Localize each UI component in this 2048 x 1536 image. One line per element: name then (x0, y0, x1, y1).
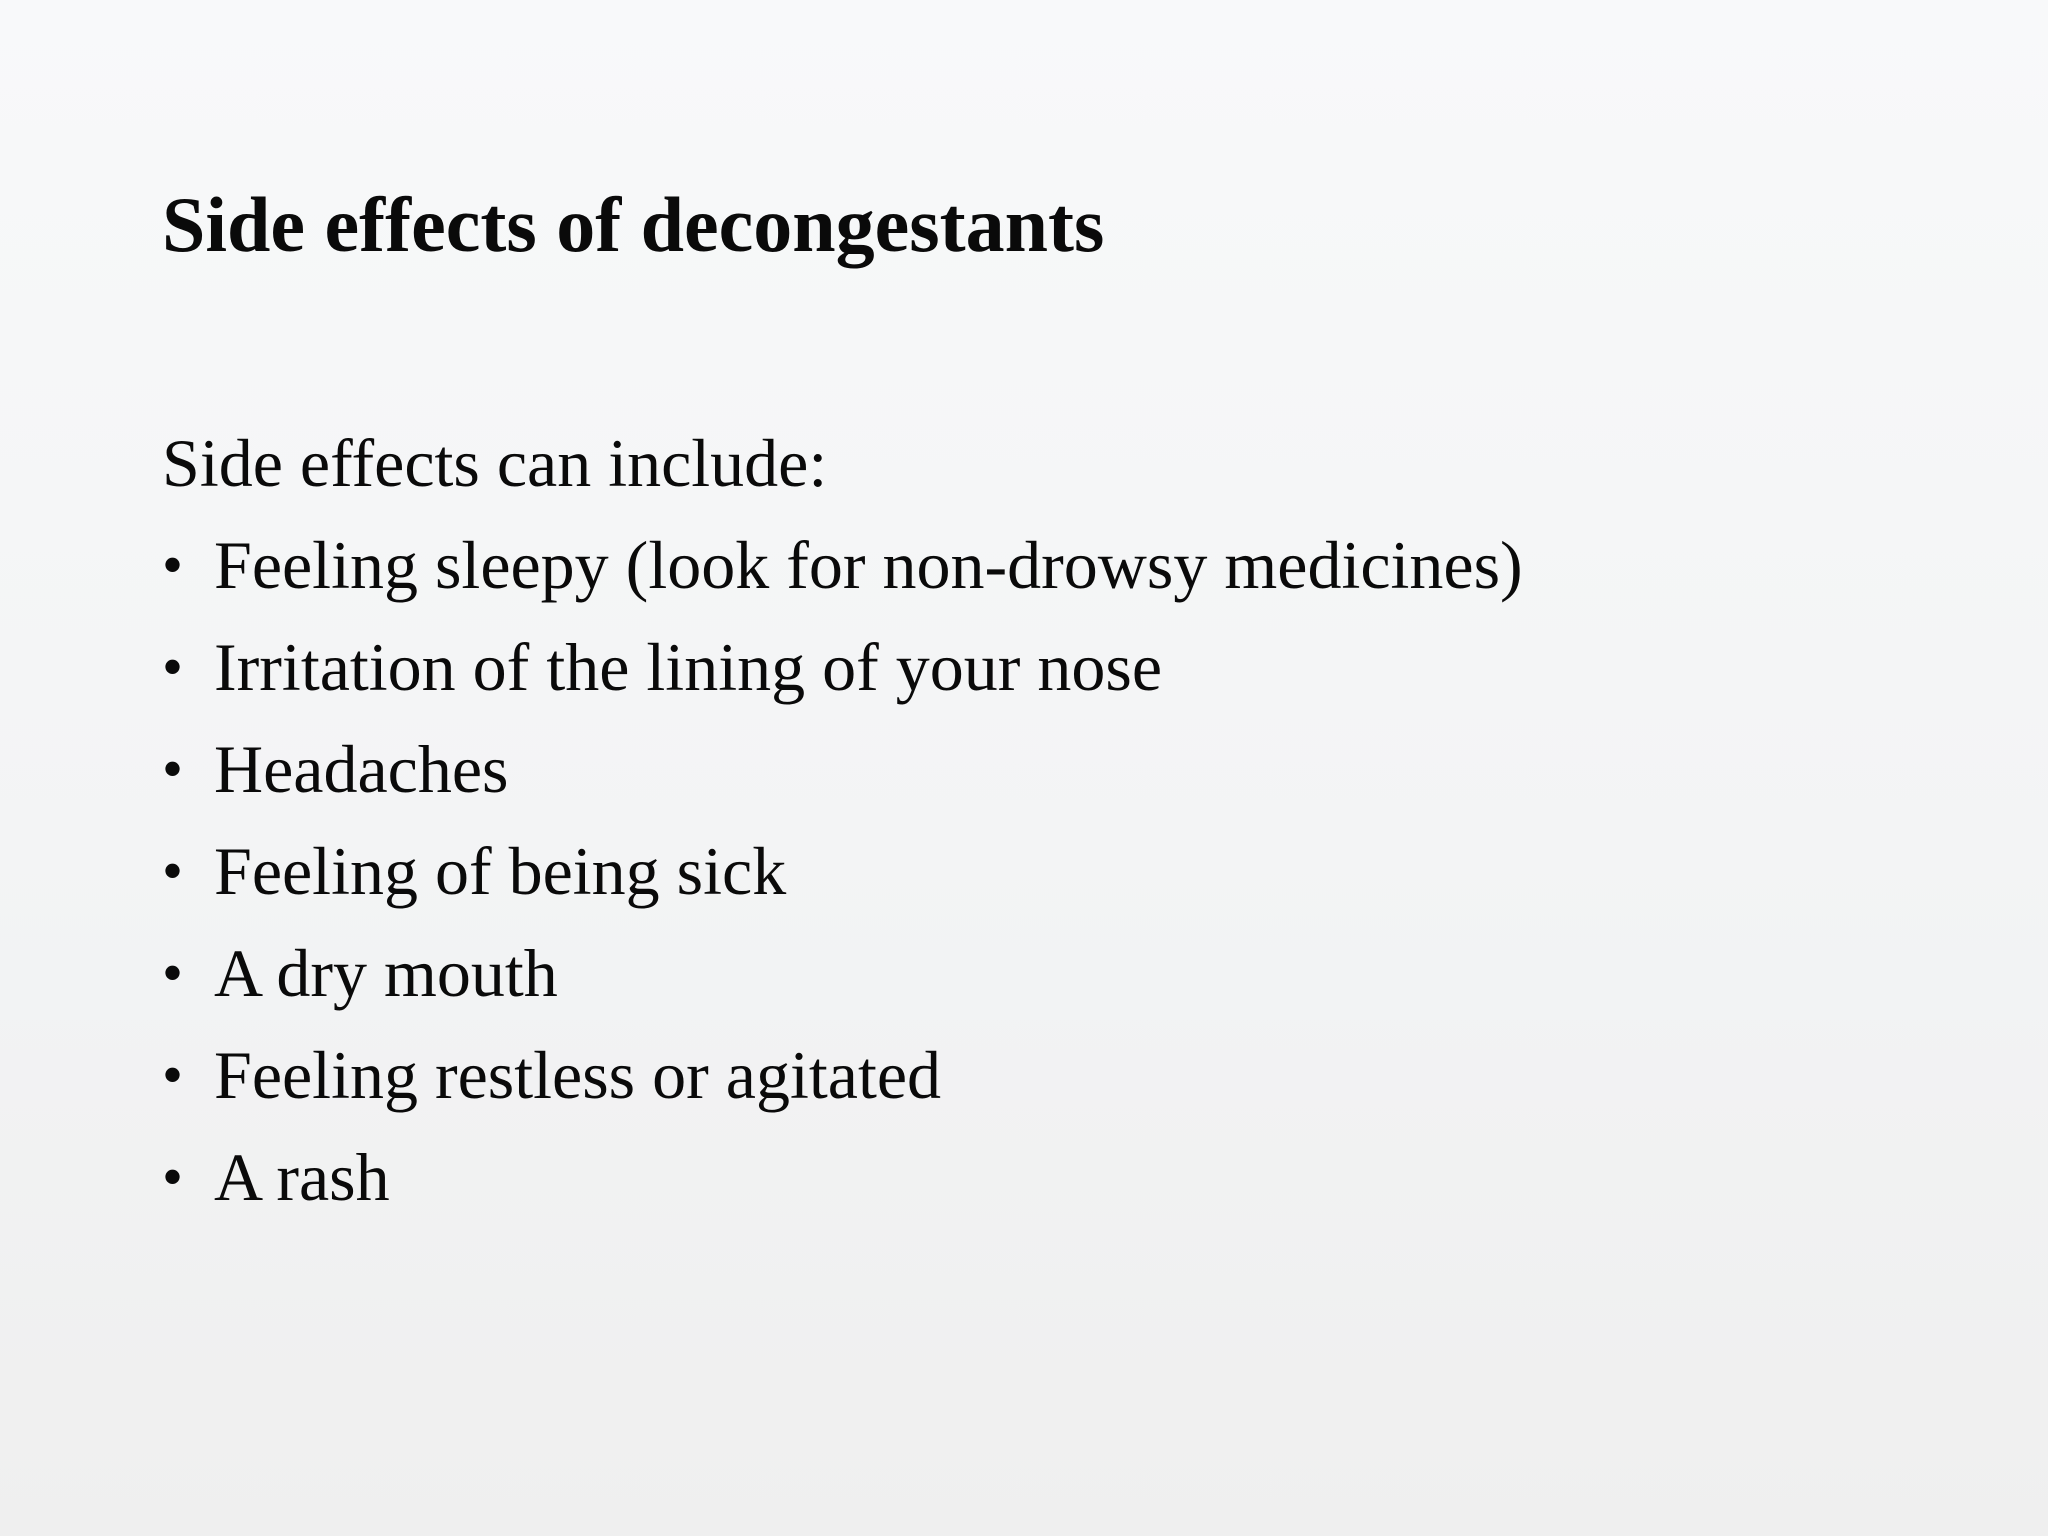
bullet-list (162, 514, 1982, 1228)
intro-text: Side effects can include: (162, 425, 828, 501)
list-item (162, 922, 1982, 1024)
slide-title: Side effects of decongestants (162, 181, 1105, 268)
bullet-text: A rash (214, 1139, 390, 1215)
list-item (162, 820, 1982, 922)
bullet-text: Irritation of the lining of your nose (214, 629, 1163, 705)
bullet-text: Feeling sleepy (look for non-drowsy medicines) (214, 527, 1523, 603)
bullet-icon: • (162, 1144, 184, 1210)
slide-body (162, 412, 1982, 1228)
list-item (162, 1126, 1982, 1228)
bullet-icon: • (162, 532, 184, 598)
bullet-icon: • (162, 838, 184, 904)
bullet-text: A dry mouth (214, 935, 558, 1011)
bullet-icon: • (162, 940, 184, 1006)
list-item (162, 1024, 1982, 1126)
list-item (162, 616, 1982, 718)
bullet-text: Feeling restless or agitated (214, 1037, 942, 1113)
bullet-icon: • (162, 1042, 184, 1108)
bullet-icon: • (162, 634, 184, 700)
bullet-text: Feeling of being sick (214, 833, 787, 909)
bullet-text: Headaches (214, 731, 509, 807)
list-item (162, 514, 1982, 616)
list-item (162, 718, 1982, 820)
bullet-icon: • (162, 736, 184, 802)
